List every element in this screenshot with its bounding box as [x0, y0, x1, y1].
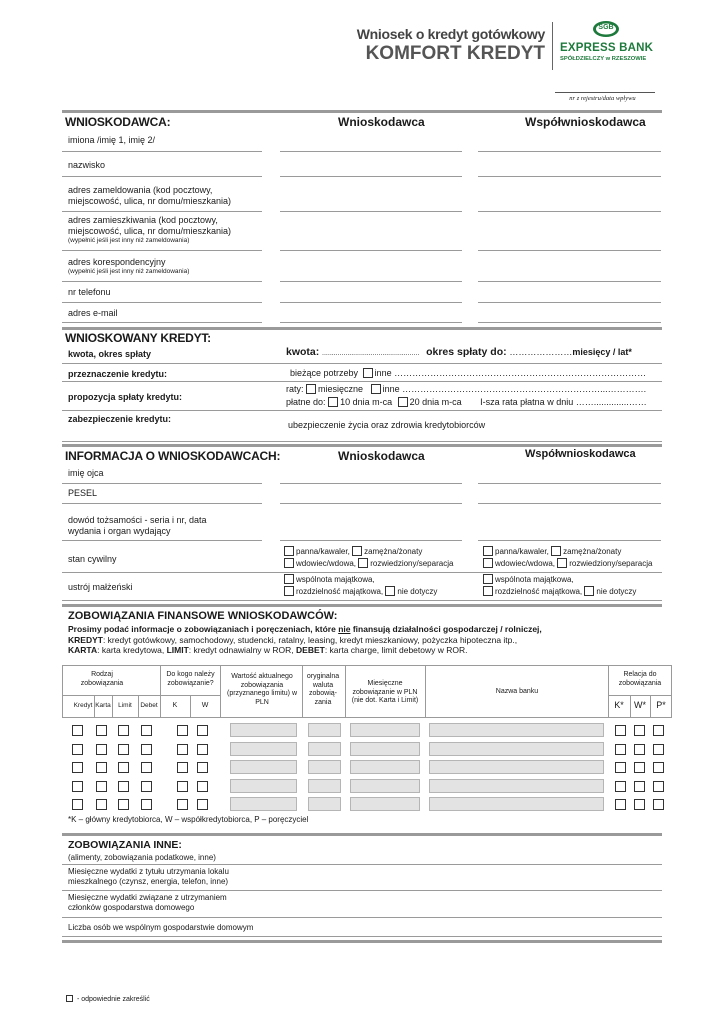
marital-community-applicant-checkbox[interactable] — [284, 574, 294, 584]
th-bank: Nazwa banku — [495, 688, 539, 695]
civil-widowed-coapplicant-checkbox[interactable] — [483, 558, 493, 568]
obligation-monthly-field[interactable] — [350, 779, 420, 793]
footer-note-text: - odpowiednie zakreślić — [76, 996, 150, 1003]
obligation-relation-p-checkbox[interactable] — [653, 799, 664, 810]
th-debet: Debet — [140, 702, 158, 709]
payday-20-checkbox[interactable] — [398, 397, 408, 407]
logo-badge-text: SGB — [598, 24, 614, 31]
obligation-value-field[interactable] — [230, 797, 297, 811]
th-value: Wartość aktualnego zobowiązania (przyznanego limitu) w PLN — [226, 673, 298, 706]
bank-logo — [560, 20, 660, 70]
obligation-limit-checkbox[interactable] — [118, 762, 129, 773]
row-divider — [62, 572, 662, 573]
correspondence-address-note: (wypełnić jeśli jest inny niż zameldowania) — [68, 268, 190, 275]
th-pstar: P* — [656, 700, 666, 710]
registry-note: nr z rejestru/data wpływu — [569, 95, 636, 102]
th-kredyt: Kredyt — [73, 702, 93, 709]
marital-na-coapplicant-checkbox[interactable] — [584, 586, 594, 596]
repayment-prefix: raty: — [286, 384, 304, 394]
obligation-debet-checkbox[interactable] — [141, 725, 152, 736]
obligation-currency-field[interactable] — [308, 760, 341, 774]
repayment-other-checkbox[interactable] — [371, 384, 381, 394]
father-name-coapplicant-field[interactable] — [478, 483, 661, 484]
obligation-relation-k-checkbox[interactable] — [615, 744, 626, 755]
row-label-registered-address: adres zameldowania (kod pocztowy, miejscowość, ulica, nr domu/mieszkania) — [68, 185, 232, 206]
obligation-monthly-field[interactable] — [350, 797, 420, 811]
applicant-col1-header: Wnioskodawca — [338, 115, 425, 129]
obligation-relation-w-checkbox[interactable] — [634, 762, 645, 773]
obligation-owner-w-checkbox[interactable] — [197, 799, 208, 810]
intro-kredyt-desc: : kredyt gotówkowy, samochodowy, studencki, ratalny, leasing, kredyt mieszkaniowy, pożyczka hipoteczna itp., — [102, 634, 518, 645]
row-divider — [62, 176, 262, 177]
purpose-row — [290, 368, 660, 378]
obligation-relation-k-checkbox[interactable] — [615, 799, 626, 810]
civil-status-applicant-options — [284, 546, 453, 570]
civil-married-applicant-checkbox[interactable] — [352, 546, 362, 556]
marital-community-coapplicant-checkbox[interactable] — [483, 574, 493, 584]
form-title — [330, 26, 545, 65]
first-names-coapplicant-field[interactable] — [478, 151, 661, 152]
intro-limit-desc: : kredyt odnawialny w ROR, — [188, 645, 297, 655]
civil-opt-divorced: rozwiedziony/separacja — [370, 559, 454, 568]
obligation-relation-p-checkbox[interactable] — [653, 762, 664, 773]
row-divider — [62, 381, 662, 382]
registry-line[interactable] — [555, 92, 655, 93]
first-rate-label: I-sza rata płatna w dniu — [480, 397, 574, 407]
row-label-residence-address — [68, 215, 268, 245]
col-divider — [425, 665, 426, 718]
registered-address-applicant-field[interactable] — [280, 211, 462, 212]
bank-name: EXPRESS BANK — [560, 42, 654, 54]
th-karta: Karta — [95, 702, 111, 709]
civil-opt-single: panna/kawaler, — [296, 547, 350, 556]
purpose-other: inne — [374, 368, 392, 378]
section-divider — [62, 940, 662, 943]
th-limit: Limit — [118, 702, 132, 709]
civil-opt-married: zamężna/żonaty — [364, 547, 423, 556]
obligation-kredyt-checkbox[interactable] — [72, 781, 83, 792]
security-label: zabezpieczenie kredytu: — [68, 414, 172, 424]
intro-karta: KARTA — [68, 645, 98, 655]
col-divider — [345, 665, 346, 718]
obligation-relation-p-checkbox[interactable] — [653, 781, 664, 792]
obligation-relation-w-checkbox[interactable] — [634, 744, 645, 755]
obligation-debet-checkbox[interactable] — [141, 762, 152, 773]
other-row-housing: Miesięczne wydatki z tytułu utrzymania lokalu mieszkalnego (czynsz, energia, telefon, inne) — [68, 867, 229, 886]
obligation-bank-field[interactable] — [429, 760, 604, 774]
persons-count-field[interactable] — [62, 936, 662, 937]
obligation-owner-k-checkbox[interactable] — [177, 725, 188, 736]
obligation-relation-w-checkbox[interactable] — [634, 799, 645, 810]
id-document-coapplicant-field[interactable] — [478, 540, 661, 541]
th-w: W — [201, 702, 209, 709]
obligation-relation-k-checkbox[interactable] — [615, 762, 626, 773]
obligation-kredyt-checkbox[interactable] — [72, 744, 83, 755]
obligation-owner-w-checkbox[interactable] — [197, 725, 208, 736]
first-names-applicant-field[interactable] — [280, 151, 462, 152]
purpose-other-field[interactable]: ………………………………………………………………………… — [394, 368, 647, 378]
footer-note — [66, 995, 150, 1003]
obligation-relation-p-checkbox[interactable] — [653, 744, 664, 755]
correspondence-address-applicant-field[interactable] — [280, 281, 462, 282]
other-section-title: ZOBOWIĄZANIA INNE: — [68, 839, 182, 851]
credit-section-title: WNIOSKOWANY KREDYT: — [65, 331, 211, 345]
th-k: K — [172, 702, 178, 709]
repayment-monthly: miesięczne — [318, 384, 364, 394]
obligation-owner-k-checkbox[interactable] — [177, 744, 188, 755]
registered-address-coapplicant-field[interactable] — [478, 211, 661, 212]
obligation-debet-checkbox[interactable] — [141, 799, 152, 810]
row-label-correspondence-address — [68, 257, 268, 276]
row-divider — [62, 363, 662, 364]
obligation-relation-k-checkbox[interactable] — [615, 725, 626, 736]
id-document-applicant-field[interactable] — [280, 540, 462, 541]
other-row-persons: Liczba osób we wspólnym gospodarstwie domowym — [68, 923, 254, 932]
housing-expenses-field[interactable] — [62, 890, 662, 891]
row-divider — [62, 410, 662, 411]
obligation-monthly-field[interactable] — [350, 723, 420, 737]
row-divider — [62, 322, 262, 323]
phone-applicant-field[interactable] — [280, 302, 462, 303]
row-divider — [62, 483, 262, 484]
amount-period-row — [286, 346, 666, 358]
other-subtitle: (alimenty, zobowiązania podatkowe, inne) — [68, 853, 216, 862]
residence-address-note: (wypełnić jeśli jest inny niż zameldowania) — [68, 237, 190, 244]
residence-address-text: adres zamieszkiwania (kod pocztowy, miejscowość, ulica, nr domu/mieszkania) — [68, 215, 232, 236]
marital-opt-na: nie dotyczy — [397, 587, 438, 596]
civil-opt-single: panna/kawaler, — [495, 547, 549, 556]
obligation-currency-field[interactable] — [308, 779, 341, 793]
surname-applicant-field[interactable] — [280, 176, 462, 177]
obligations-section-title: ZOBOWIĄZANIA FINANSOWE WNIOSKODAWCÓW: — [68, 610, 338, 622]
repayment-row2 — [286, 397, 661, 407]
th-type: Rodzaj zobowiązania — [80, 671, 124, 687]
repayment-other-field[interactable]: …………………………………………………………...…………. — [402, 384, 647, 394]
obligation-owner-w-checkbox[interactable] — [197, 744, 208, 755]
residence-address-coapplicant-field[interactable] — [478, 250, 661, 251]
row-divider — [62, 151, 262, 152]
obligation-kredyt-checkbox[interactable] — [72, 799, 83, 810]
info-section-title: INFORMACJA O WNIOSKODAWCACH: — [65, 449, 281, 463]
intro-limit: LIMIT — [166, 645, 189, 655]
row-label-civil-status: stan cywilny — [68, 554, 117, 564]
intro-debet: DEBET — [296, 645, 325, 655]
marital-separate-applicant-checkbox[interactable] — [284, 586, 294, 596]
row-divider — [62, 302, 262, 303]
sgb-logo-icon — [592, 20, 620, 38]
father-name-applicant-field[interactable] — [280, 483, 462, 484]
obligation-owner-w-checkbox[interactable] — [197, 762, 208, 773]
row-label-pesel: PESEL — [68, 488, 98, 498]
obligation-bank-field[interactable] — [429, 742, 604, 756]
repayment-monthly-checkbox[interactable] — [306, 384, 316, 394]
row-label-first-names: imiona /imię 1, imię 2/ — [68, 135, 156, 145]
obligation-value-field[interactable] — [230, 723, 297, 737]
first-rate-field[interactable]: ……..............…… — [575, 397, 647, 407]
th-wstar: W* — [634, 700, 646, 710]
amount-period-label: kwota, okres spłaty — [68, 349, 152, 359]
obligation-value-field[interactable] — [230, 779, 297, 793]
repayment-other: inne — [382, 384, 400, 394]
obligation-owner-k-checkbox[interactable] — [177, 799, 188, 810]
section-divider — [62, 833, 662, 836]
obligation-karta-checkbox[interactable] — [96, 725, 107, 736]
form-title-line2: KOMFORT KREDYT — [365, 43, 545, 64]
section-divider — [62, 327, 662, 330]
obligation-bank-field[interactable] — [429, 723, 604, 737]
household-expenses-field[interactable] — [62, 917, 662, 918]
row-label-email: adres e-mail — [68, 308, 118, 318]
marital-opt-community: wspólnota majątkowa, — [296, 575, 375, 584]
th-monthly: Miesięczne zobowiązanie w PLN (nie dot. Karta i Limit) — [351, 680, 419, 704]
row-label-surname: nazwisko — [68, 160, 106, 170]
marital-separate-coapplicant-checkbox[interactable] — [483, 586, 493, 596]
obligations-footnote: *K – główny kredytobiorca, W – współkredytobiorca, P – poręczyciel — [68, 815, 309, 824]
th-currency: oryginalna waluta zobowią-zania — [306, 673, 340, 706]
form-title-line1: Wniosek o kredyt gotówkowy — [356, 26, 545, 42]
marital-na-applicant-checkbox[interactable] — [385, 586, 395, 596]
row-divider — [62, 211, 262, 212]
period-label: okres spłaty do: — [426, 346, 507, 358]
info-col1-header: Wnioskodawca — [338, 449, 425, 463]
obligation-owner-k-checkbox[interactable] — [177, 762, 188, 773]
email-coapplicant-field[interactable] — [478, 322, 661, 323]
th-relation: Relacja do zobowiązania — [618, 671, 662, 687]
payday-10-checkbox[interactable] — [328, 397, 338, 407]
row-divider — [62, 540, 262, 541]
info-col2-header: Współwnioskodawca — [525, 448, 636, 460]
marital-opt-community: wspólnota majątkowa, — [495, 575, 574, 584]
purpose-label: przeznaczenie kredytu: — [68, 369, 168, 379]
civil-single-applicant-checkbox[interactable] — [284, 546, 294, 556]
other-row-household: Miesięczne wydatki związane z utrzymaniem członków gospodarstwa domowego — [68, 893, 227, 912]
obligation-relation-w-checkbox[interactable] — [634, 725, 645, 736]
marital-opt-separate: rozdzielność majątkowa, — [296, 587, 384, 596]
obligation-karta-checkbox[interactable] — [96, 762, 107, 773]
obligation-limit-checkbox[interactable] — [118, 725, 129, 736]
surname-coapplicant-field[interactable] — [478, 176, 661, 177]
row-divider — [62, 600, 662, 601]
civil-married-coapplicant-checkbox[interactable] — [551, 546, 561, 556]
purpose-current-needs: bieżące potrzeby — [290, 368, 359, 378]
row-divider — [62, 281, 262, 282]
obligation-relation-p-checkbox[interactable] — [653, 725, 664, 736]
obligation-kredyt-checkbox[interactable] — [72, 762, 83, 773]
obligation-currency-field[interactable] — [308, 797, 341, 811]
amount-field[interactable]: .................................................. — [322, 350, 420, 357]
obligation-karta-checkbox[interactable] — [96, 799, 107, 810]
obligation-debet-checkbox[interactable] — [141, 781, 152, 792]
phone-coapplicant-field[interactable] — [478, 302, 661, 303]
marital-applicant-options — [284, 574, 437, 598]
th-kstar: K* — [614, 700, 624, 710]
obligation-debet-checkbox[interactable] — [141, 744, 152, 755]
civil-single-coapplicant-checkbox[interactable] — [483, 546, 493, 556]
correspondence-address-coapplicant-field[interactable] — [478, 281, 661, 282]
obligation-currency-field[interactable] — [308, 742, 341, 756]
applicant-section-title: WNIOSKODAWCA: — [65, 115, 171, 129]
bank-subtitle: SPÓŁDZIELCZY w RZESZOWIE — [560, 56, 647, 62]
payday-10: 10 dnia m-ca — [340, 397, 393, 407]
marital-coapplicant-options — [483, 574, 636, 598]
period-field[interactable]: ………………… — [509, 347, 573, 357]
civil-opt-divorced: rozwiedziony/separacja — [569, 559, 653, 568]
payday-prefix: płatne do: — [286, 397, 326, 407]
section-divider — [62, 444, 662, 447]
header-divider — [552, 22, 553, 70]
payday-20: 20 dnia m-ca — [409, 397, 462, 407]
email-applicant-field[interactable] — [280, 322, 462, 323]
obligation-karta-checkbox[interactable] — [96, 781, 107, 792]
row-label-id-document: dowód tożsamości - seria i nr, data wydania i organ wydający — [68, 515, 207, 536]
civil-widowed-applicant-checkbox[interactable] — [284, 558, 294, 568]
obligation-limit-checkbox[interactable] — [118, 781, 129, 792]
row-label-phone: nr telefonu — [68, 287, 111, 297]
intro-line1-c: finansują działalności gospodarczej / rolniczej, — [350, 624, 542, 634]
obligation-bank-field[interactable] — [429, 797, 604, 811]
obligations-intro — [68, 624, 668, 656]
intro-karta-desc: : karta kredytowa, — [97, 645, 167, 655]
obligation-limit-checkbox[interactable] — [118, 799, 129, 810]
correspondence-address-text: adres korespondencyjny — [68, 257, 166, 267]
pesel-applicant-field[interactable] — [280, 503, 462, 504]
obligation-owner-w-checkbox[interactable] — [197, 781, 208, 792]
obligation-owner-k-checkbox[interactable] — [177, 781, 188, 792]
purpose-current-needs-checkbox[interactable] — [363, 368, 373, 378]
obligation-karta-checkbox[interactable] — [96, 744, 107, 755]
civil-divorced-applicant-checkbox[interactable] — [358, 558, 368, 568]
civil-opt-widowed: wdowiec/wdowa, — [296, 559, 357, 568]
civil-divorced-coapplicant-checkbox[interactable] — [557, 558, 567, 568]
security-value: ubezpieczenie życia oraz zdrowia kredytobiorców — [288, 420, 486, 430]
obligation-monthly-field[interactable] — [350, 760, 420, 774]
marital-opt-na: nie dotyczy — [596, 587, 637, 596]
other-subtitle-field[interactable] — [62, 864, 662, 865]
row-divider — [62, 441, 662, 442]
obligation-monthly-field[interactable] — [350, 742, 420, 756]
intro-kredyt: KREDYT — [68, 634, 103, 645]
obligation-kredyt-checkbox[interactable] — [72, 725, 83, 736]
applicant-col2-header: Współwnioskodawca — [525, 115, 646, 129]
civil-status-coapplicant-options — [483, 546, 652, 570]
obligation-currency-field[interactable] — [308, 723, 341, 737]
footer-checkbox-icon — [66, 995, 73, 1002]
obligation-value-field[interactable] — [230, 742, 297, 756]
period-unit: miesięcy / lat* — [572, 347, 632, 357]
civil-opt-married: zamężna/żonaty — [563, 547, 622, 556]
repayment-row1 — [286, 384, 661, 394]
intro-debet-desc: : karta charge, limit debetowy w ROR. — [324, 645, 468, 655]
repayment-label: propozycja spłaty kredytu: — [68, 392, 183, 402]
pesel-coapplicant-field[interactable] — [478, 503, 661, 504]
intro-line1-b: nie — [338, 624, 351, 634]
row-label-marital-property: ustrój małżeński — [68, 582, 133, 592]
col-divider — [608, 665, 609, 718]
residence-address-applicant-field[interactable] — [280, 250, 462, 251]
th-whom: Do kogo należy zobowiązanie? — [166, 671, 215, 687]
header-subdivider — [608, 695, 672, 696]
row-divider — [62, 503, 262, 504]
row-label-father-name: imię ojca — [68, 468, 104, 478]
amount-label: kwota: — [286, 346, 320, 358]
obligation-relation-k-checkbox[interactable] — [615, 781, 626, 792]
obligation-value-field[interactable] — [230, 760, 297, 774]
obligation-bank-field[interactable] — [429, 779, 604, 793]
row-divider — [62, 250, 262, 251]
obligation-limit-checkbox[interactable] — [118, 744, 129, 755]
section-divider — [62, 110, 662, 113]
obligation-relation-w-checkbox[interactable] — [634, 781, 645, 792]
col-divider — [220, 665, 221, 718]
civil-opt-widowed: wdowiec/wdowa, — [495, 559, 556, 568]
header-subdivider — [62, 695, 160, 696]
section-divider — [62, 604, 662, 607]
intro-line1-a: Prosimy podać informacje o zobowiązaniach i poręczeniach, które — [68, 624, 339, 634]
marital-opt-separate: rozdzielność majątkowa, — [495, 587, 583, 596]
